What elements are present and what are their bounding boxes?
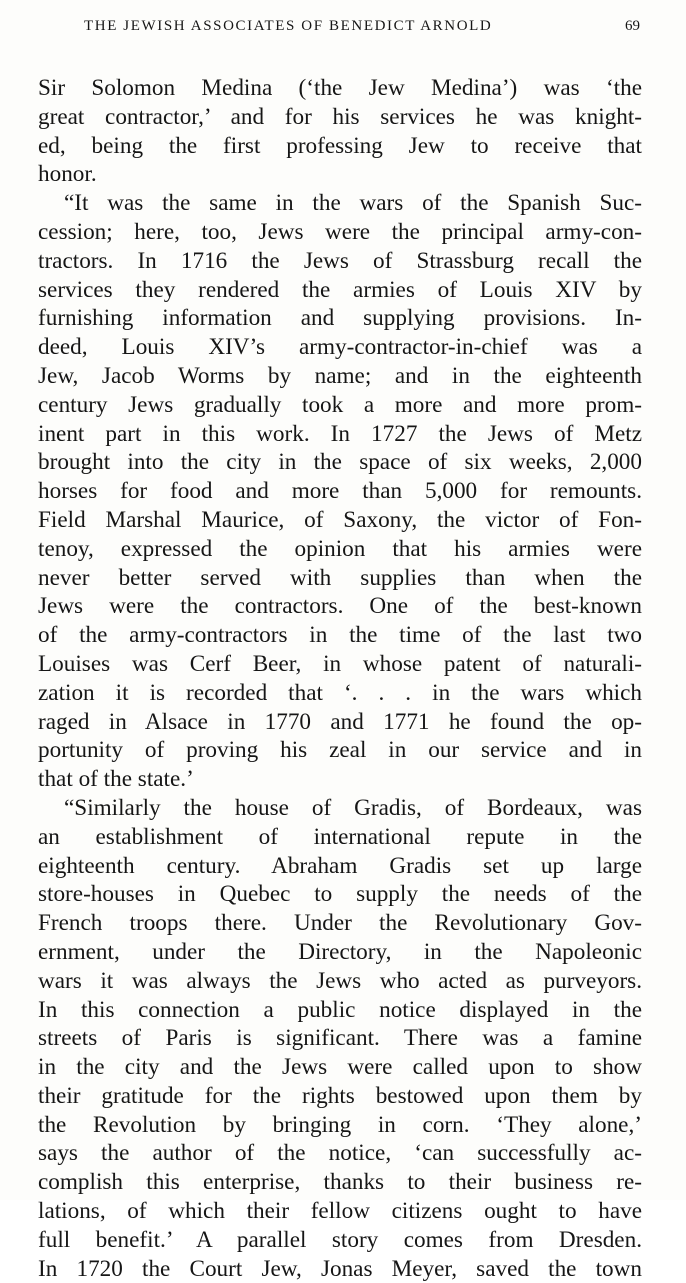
text-line: zation it is recorded that ‘. . . in the wars which [38, 679, 642, 706]
text-line: eighteenth century. Abraham Gradis set up large [38, 852, 642, 879]
text-line: deed, Louis XIV’s army-contractor-in-chief was a [38, 334, 642, 361]
text-line: ed, being the first professing Jew to receive that [38, 132, 642, 159]
running-head [84, 18, 640, 40]
running-title: THE JEWISH ASSOCIATES OF BENEDICT ARNOLD [84, 18, 493, 34]
text-line: lations, of which their fellow citizens ought to have [38, 1198, 642, 1225]
text-line: honor. [38, 161, 97, 188]
text-line: complish this enterprise, thanks to their business re- [38, 1169, 642, 1196]
text-line: In 1720 the Court Jew, Jonas Meyer, saved the town [38, 1255, 642, 1282]
text-line: cession; here, too, Jews were the principal army-con- [38, 218, 642, 245]
text-line: the Revolution by bringing in corn. ‘They alone,’ [38, 1111, 642, 1138]
text-line: services they rendered the armies of Louis XIV by [38, 276, 642, 303]
text-line: store-houses in Quebec to supply the needs of the [38, 881, 642, 908]
text-line: never better served with supplies than when the [38, 564, 642, 591]
text-line: Louises was Cerf Beer, in whose patent of naturali- [38, 650, 642, 677]
text-line: ernment, under the Directory, in the Napoleonic [38, 938, 642, 965]
text-line: says the author of the notice, ‘can successfully ac- [38, 1140, 642, 1167]
text-line: full benefit.’ A parallel story comes from Dresden. [38, 1226, 642, 1253]
text-line: French troops there. Under the Revolutionary Gov- [38, 910, 642, 937]
text-line: that of the state.’ [38, 766, 194, 793]
text-line: their gratitude for the rights bestowed upon them by [38, 1082, 642, 1109]
text-line: In this connection a public notice displayed in the [38, 996, 642, 1023]
text-line: horses for food and more than 5,000 for remounts. [38, 478, 642, 505]
text-line: furnishing information and supplying provisions. In- [38, 305, 642, 332]
text-line: of the army-contractors in the time of the last two [38, 622, 642, 649]
text-line: tractors. In 1716 the Jews of Strassburg recall the [38, 247, 642, 274]
text-line: Jew, Jacob Worms by name; and in the eighteenth [38, 362, 642, 389]
text-line: tenoy, expressed the opinion that his armies were [38, 535, 642, 562]
text-line: wars it was always the Jews who acted as purveyors. [38, 967, 642, 994]
text-line: portunity of proving his zeal in our service and in [38, 737, 642, 764]
text-line: brought into the city in the space of six weeks, 2,000 [38, 449, 642, 476]
text-line: inent part in this work. In 1727 the Jews of Metz [38, 420, 642, 447]
body-text [38, 74, 642, 1283]
text-line: “It was the same in the wars of the Spanish Suc- [64, 190, 642, 217]
text-line: raged in Alsace in 1770 and 1771 he found the op- [38, 708, 642, 735]
text-line: Jews were the contractors. One of the best-known [38, 593, 642, 620]
text-line: Field Marshal Maurice, of Saxony, the victor of Fon- [38, 506, 642, 533]
text-line: streets of Paris is significant. There was a famine [38, 1025, 642, 1052]
text-line: an establishment of international repute in the [38, 823, 642, 850]
text-line: Sir Solomon Medina (‘the Jew Medina’) was ‘the [38, 75, 642, 101]
text-line: great contractor,’ and for his services he was knight- [38, 103, 642, 130]
text-line: in the city and the Jews were called upon to show [38, 1054, 642, 1081]
page-number: 69 [625, 18, 640, 34]
text-line: century Jews gradually took a more and more prom- [38, 391, 642, 418]
text-line: “Similarly the house of Gradis, of Bordeaux, was [64, 794, 642, 821]
